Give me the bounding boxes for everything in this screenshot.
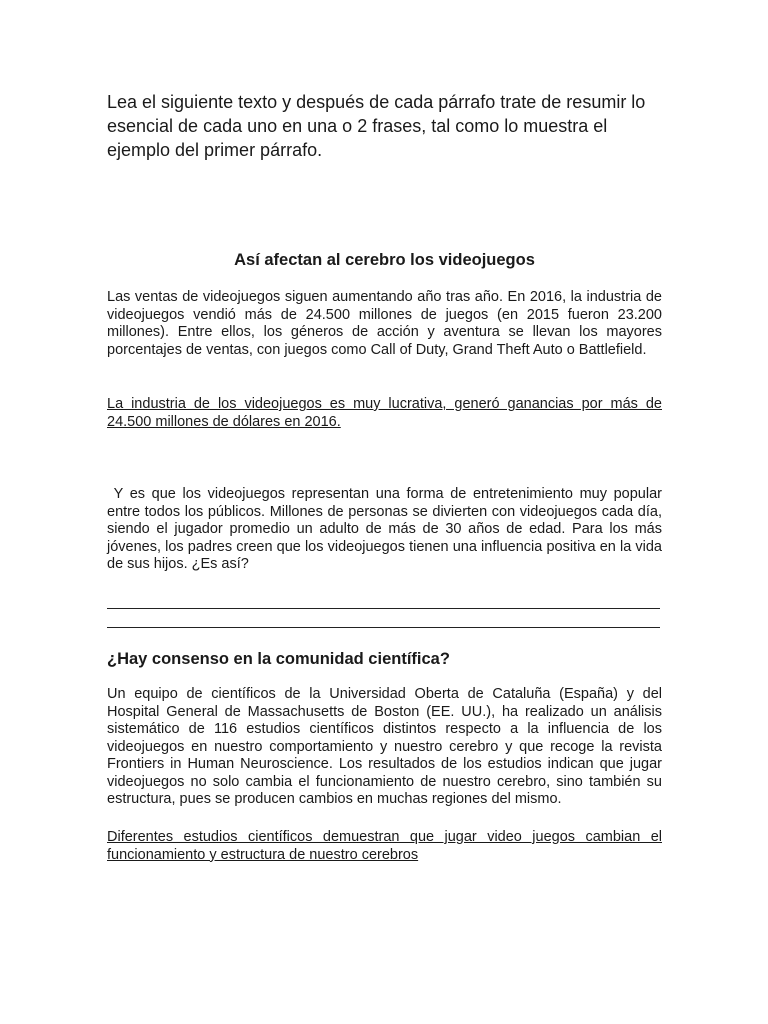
paragraph-3: Un equipo de científicos de la Universidad Oberta de Cataluña (España) y del Hospital General de Massachusetts de Boston (EE. UU.), ha realizado un análisis sistemático de 116 estudios científicos distintos respecto a la influencia de los videojuegos en nuestro comportamiento y nuestro cerebro y que recoge la revista Frontiers in Human Neuroscience. Los resultados de los estudios indican que jugar videojuegos no solo cambia el funcionamiento de nuestro cerebro, sino también su estructura, pues se producen cambios en muchas regiones del mismo. bbox=[107, 686, 662, 807]
paragraph-2: Y es que los videojuegos representan una forma de entretenimiento muy popular entre todos los públicos. Millones de personas se divierten con videojuegos cada día, siendo el jugador promedio un adulto de más de 30 años de edad. Para los más jóvenes, los padres creen que los videojuegos tienen una influencia positiva en la vida de sus hijos. ¿Es así? bbox=[107, 486, 667, 572]
answer-line-2[interactable] bbox=[107, 627, 660, 628]
section-heading: ¿Hay consenso en la comunidad científica? bbox=[107, 650, 450, 668]
summary-1: La industria de los videojuegos es muy lucrativa, generó ganancias por más de 24.500 millones de dólares en 2016. bbox=[107, 396, 662, 430]
summary-3: Diferentes estudios científicos demuestran que jugar video juegos cambian el funcionamiento y estructura de nuestro cerebros bbox=[107, 829, 662, 863]
article-title: Así afectan al cerebro los videojuegos bbox=[234, 251, 535, 269]
answer-line-1[interactable] bbox=[107, 608, 660, 609]
instructions-text: Lea el siguiente texto y después de cada párrafo trate de resumir lo esencial de cada uno en una o 2 frases, tal como lo muestra el ejemplo del primer párrafo. bbox=[107, 92, 646, 160]
paragraph-1: Las ventas de videojuegos siguen aumentando año tras año. En 2016, la industria de videojuegos vendió más de 24.500 millones de juegos (en 2015 fueron 23.200 millones). Entre ellos, los géneros de acción y aventura se llevan los mayores porcentajes de ventas, con juegos como Call of Duty, Grand Theft Auto o Battlefield. bbox=[107, 289, 662, 358]
